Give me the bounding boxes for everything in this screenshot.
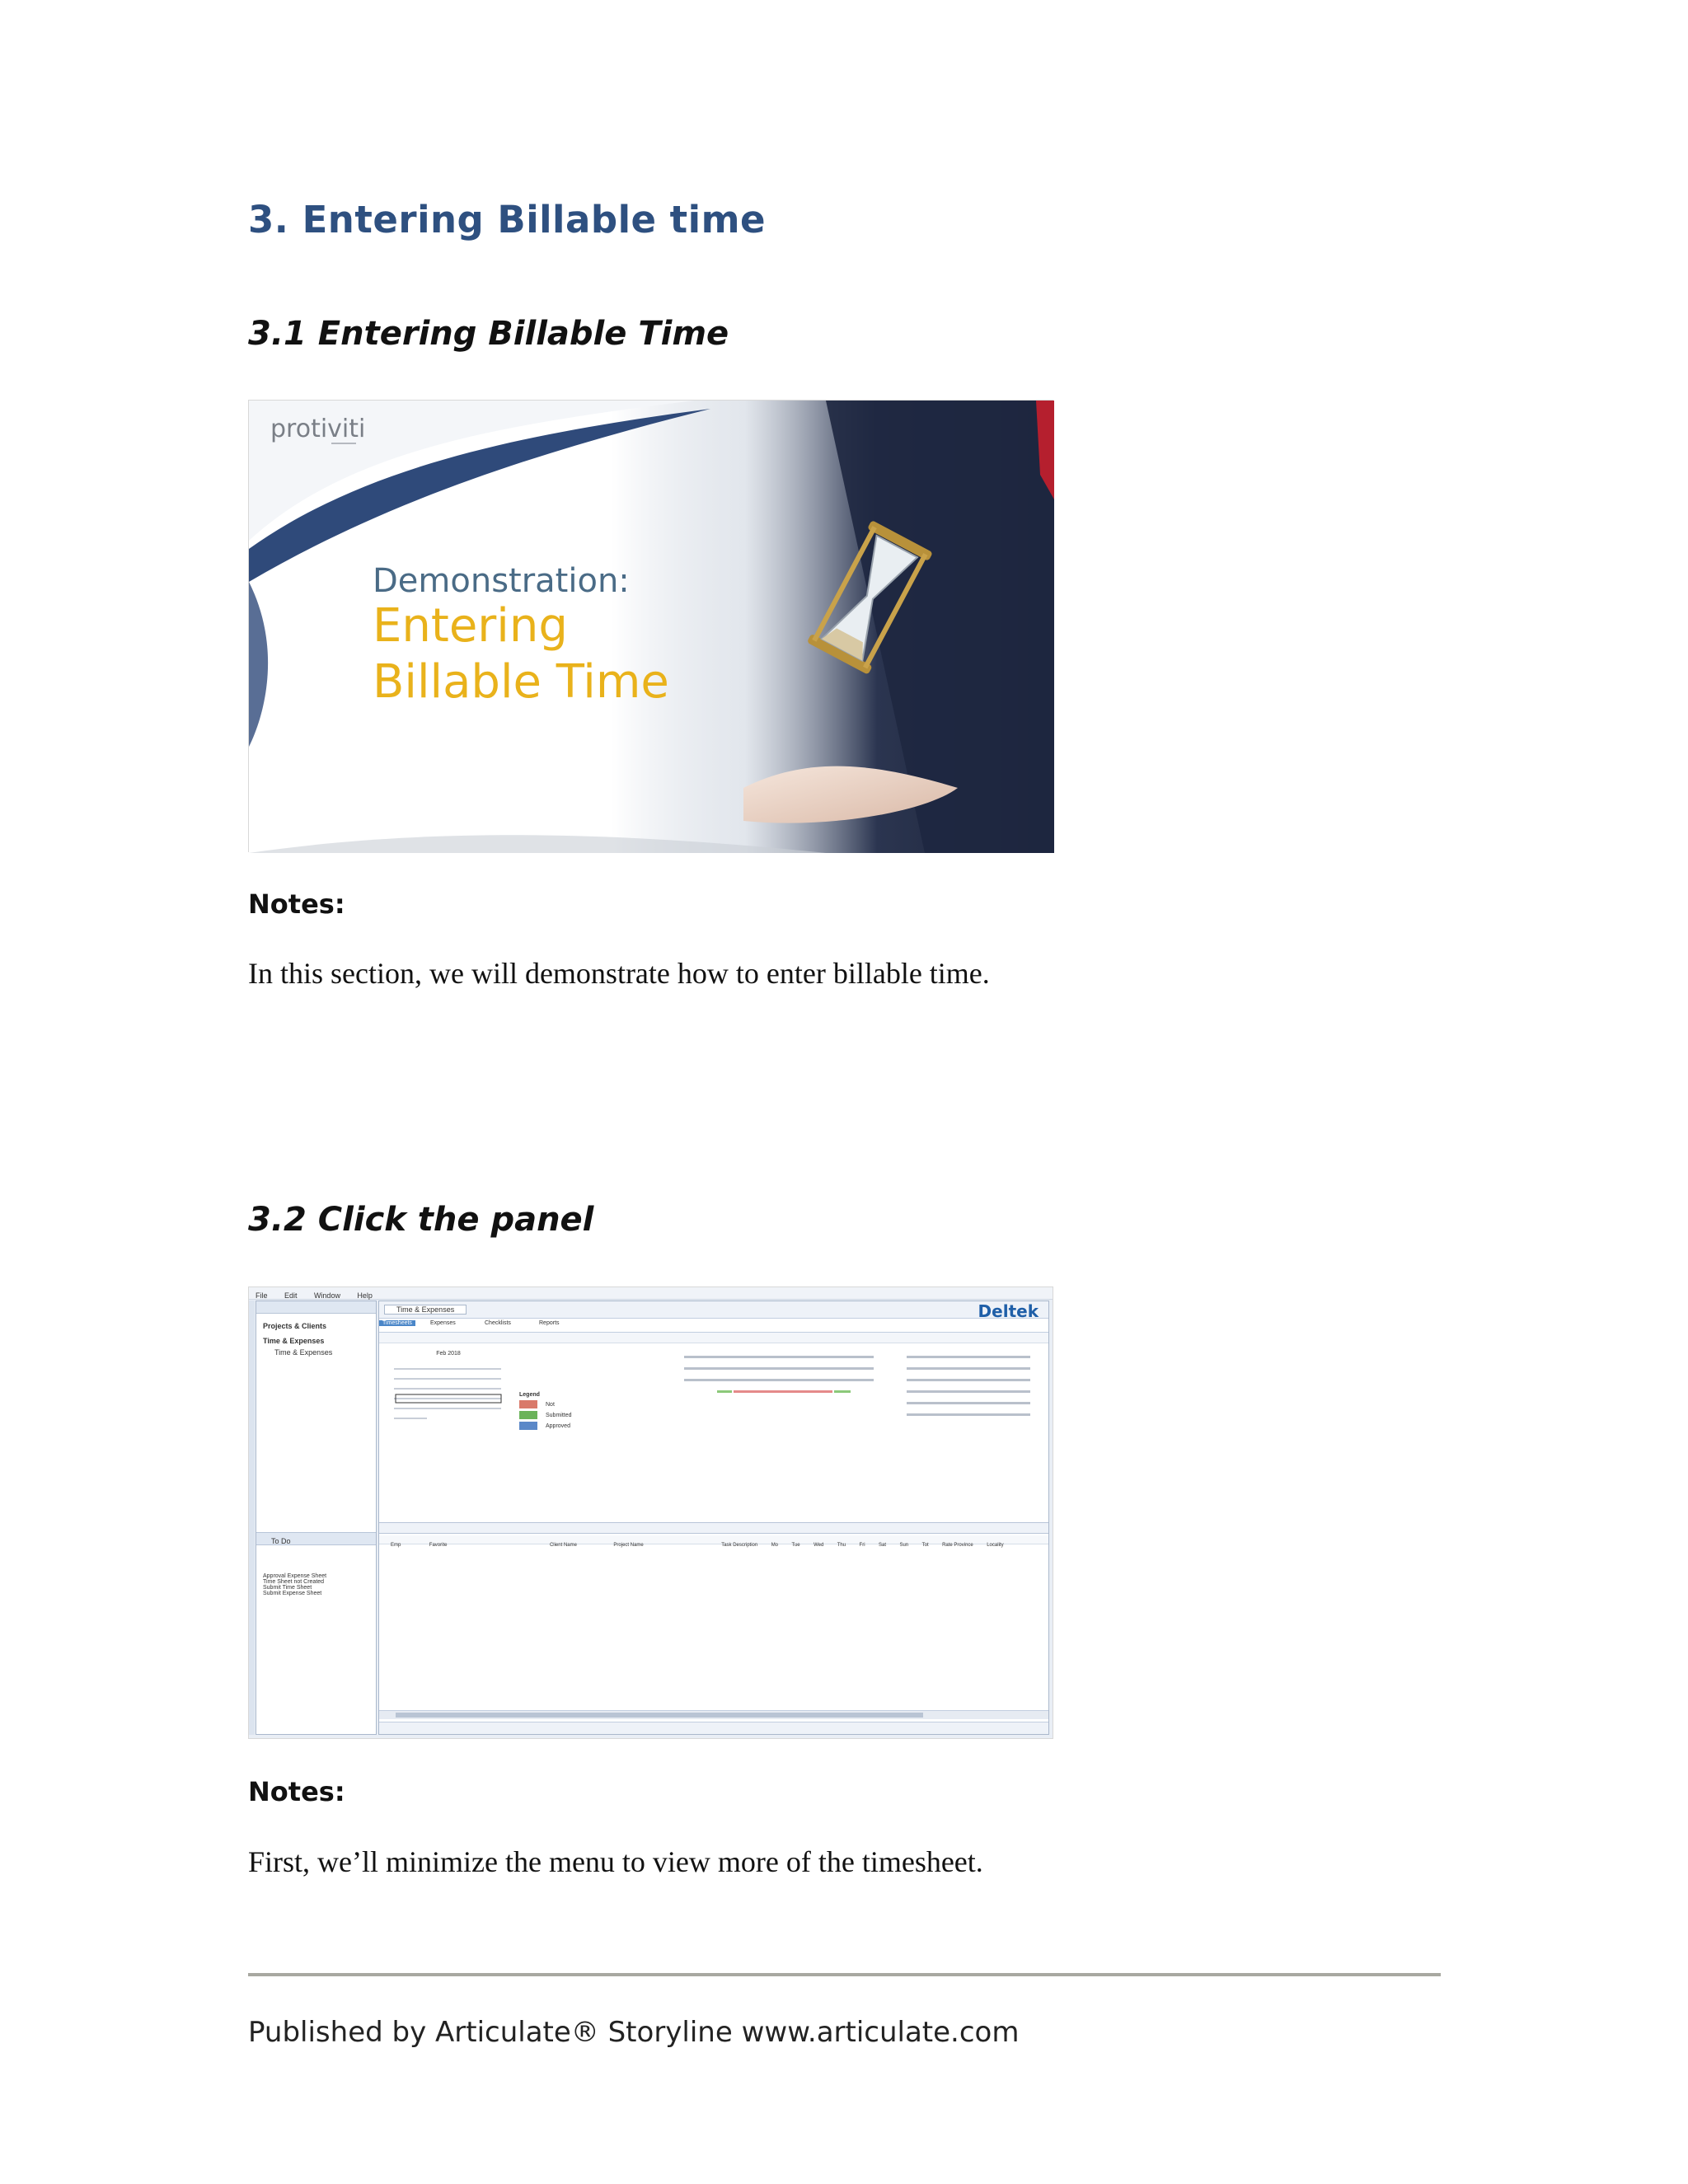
grid-col: Thu	[837, 1543, 846, 1548]
todo-label: To Do	[271, 1537, 291, 1545]
tab-time-expenses: Time & Expenses	[384, 1305, 467, 1315]
legend-row-not	[519, 1400, 572, 1408]
menu-bar	[249, 1287, 1053, 1300]
legend-swatch	[519, 1422, 537, 1430]
slide-artwork	[249, 401, 1054, 853]
grid-col: Mo	[771, 1543, 779, 1548]
grid-header	[379, 1535, 1048, 1548]
grid-col: Fri	[859, 1543, 865, 1548]
menu-edit: Edit	[284, 1291, 298, 1300]
menu-window: Window	[313, 1291, 340, 1300]
notes-text-1: In this section, we will demonstrate how to enter billable time.	[248, 957, 990, 990]
slide-line-2: Entering	[373, 599, 568, 653]
grid-col: Rate Province	[942, 1543, 973, 1548]
grid-col: Tot	[921, 1543, 929, 1548]
grid-toolbar	[379, 1522, 1048, 1534]
footer-text: Published by Articulate® Storyline www.articulate.com	[248, 2016, 1020, 2049]
todo-item: Submit Time Sheet	[263, 1585, 312, 1591]
time-information-table	[684, 1351, 882, 1408]
grid-col: Task Description	[721, 1543, 758, 1548]
legend-swatch	[519, 1411, 537, 1419]
legend-swatch	[519, 1400, 537, 1408]
subtab-strip	[379, 1319, 1048, 1333]
subtab-checklists: Checklists	[485, 1320, 511, 1326]
menu-panel	[256, 1301, 377, 1735]
grid-col: Favorite	[429, 1543, 448, 1548]
calendar-grid	[391, 1357, 506, 1431]
scroll-thumb	[396, 1713, 923, 1718]
todo-item: Approval Expense Sheet	[263, 1573, 327, 1579]
section-title-3-2: 3.2 Click the panel	[248, 1201, 594, 1239]
section-title-3-1: 3.1 Entering Billable Time	[248, 315, 729, 353]
legend-label: Not	[546, 1401, 555, 1408]
nav-item-projects: Projects & Clients	[263, 1322, 327, 1330]
grid-col: Locality	[987, 1543, 1004, 1548]
subtab-timesheets: Timesheets	[379, 1320, 415, 1326]
nav-list	[256, 1314, 376, 1361]
slide-line-1: Demonstration:	[373, 562, 630, 600]
legend-label: Approved	[546, 1422, 570, 1429]
grid-col: Client Name	[549, 1543, 577, 1548]
legend	[519, 1392, 572, 1430]
grid-col: Wed	[814, 1543, 824, 1548]
grid-col: Sat	[879, 1543, 887, 1548]
nav-item-time-expenses: Time & Expenses	[263, 1337, 325, 1345]
protiviti-logo: protiviti	[270, 415, 366, 443]
todo-list	[263, 1573, 326, 1596]
menu-file: File	[256, 1291, 268, 1300]
main-panel	[378, 1301, 1049, 1735]
todo-header	[256, 1532, 376, 1545]
subtab-reports: Reports	[539, 1320, 560, 1326]
grid-col: Emp	[391, 1543, 401, 1548]
todo-item: Submit Expense Sheet	[263, 1591, 322, 1596]
subtab-expenses: Expenses	[430, 1320, 456, 1326]
slide-line-3: Billable Time	[373, 655, 669, 709]
grid-col: Sun	[899, 1543, 909, 1548]
notes-label-1: Notes:	[248, 888, 345, 920]
deltek-window	[249, 1287, 1053, 1738]
document-heading: 3. Entering Billable time	[248, 198, 767, 241]
legend-title: Legend	[519, 1392, 540, 1398]
menu-panel-header	[256, 1301, 376, 1314]
collapsed-side-strip	[249, 1301, 255, 1735]
menu-help: Help	[357, 1291, 373, 1300]
status-bar	[379, 1722, 1048, 1734]
grid-col: Tue	[791, 1543, 800, 1548]
calendar	[391, 1351, 506, 1435]
notes-label-2: Notes:	[248, 1776, 345, 1807]
footer-divider	[248, 1973, 1441, 1976]
grid-col: Project Name	[613, 1543, 644, 1548]
legend-row-submitted	[519, 1411, 572, 1419]
nav-subitem-time-expenses: Time & Expenses	[274, 1348, 333, 1357]
resource-information	[907, 1351, 1039, 1425]
toolbar	[379, 1333, 1048, 1343]
screenshot-deltek-timesheet	[248, 1286, 1053, 1739]
tab-strip	[379, 1301, 1048, 1319]
calendar-title: Feb 2018	[436, 1351, 461, 1357]
slide-image-demonstration	[248, 400, 1053, 852]
legend-row-approved	[519, 1422, 572, 1430]
notes-text-2: First, we’ll minimize the menu to view more of the timesheet.	[248, 1845, 983, 1878]
deltek-logo: Deltek	[978, 1301, 1039, 1321]
horizontal-scrollbar	[379, 1710, 1048, 1719]
legend-label: Submitted	[546, 1412, 572, 1418]
todo-item: Time Sheet not Created	[263, 1579, 325, 1585]
